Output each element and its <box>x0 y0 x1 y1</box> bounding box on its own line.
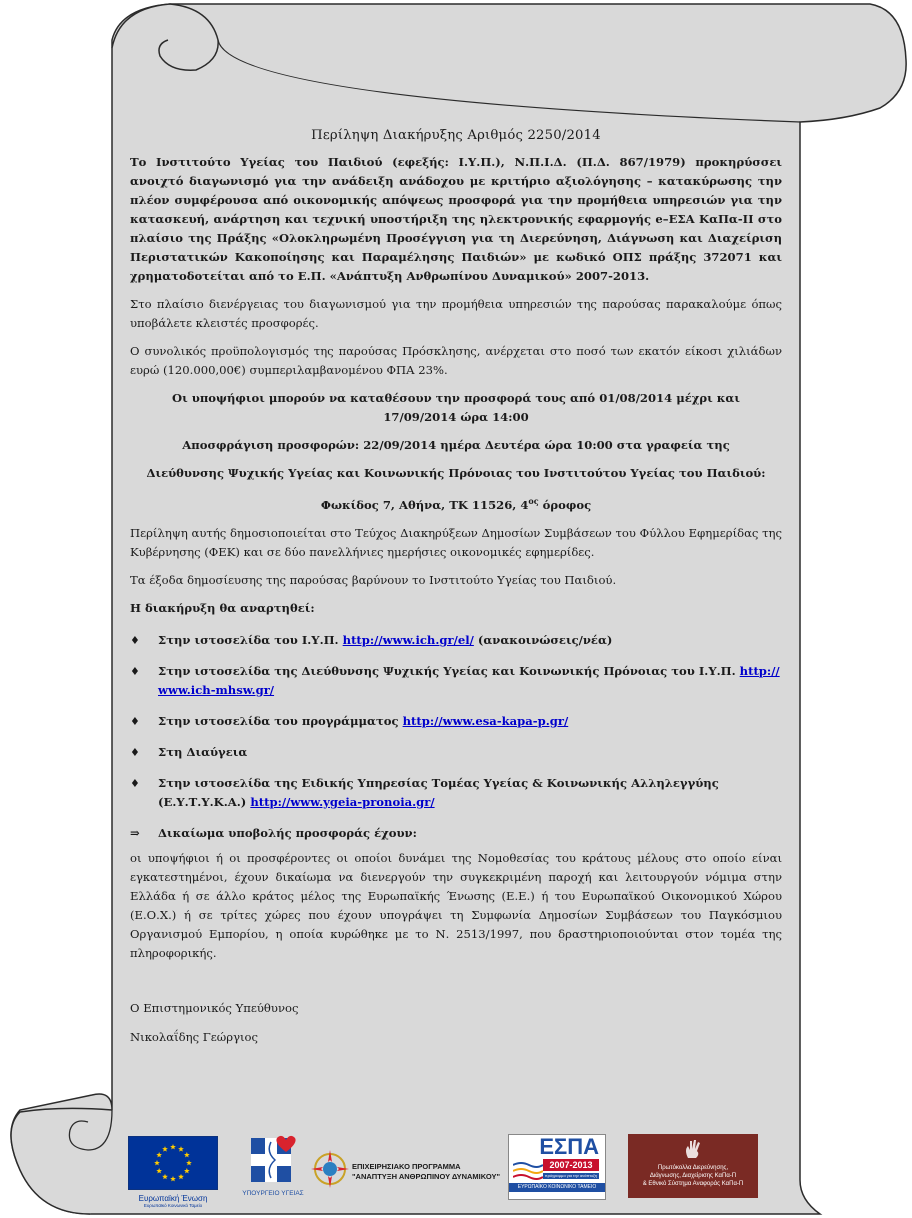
posting-list-item <box>130 712 782 731</box>
eu-flag-icon <box>128 1136 218 1190</box>
deadline-line-1: Οι υποψήφιοι μπορούν να καταθέσουν την προσφορά τους από 01/08/2014 μέχρι και <box>172 391 740 405</box>
rights-heading-row <box>130 824 782 843</box>
posting-list-item <box>130 631 782 650</box>
posting-link[interactable]: http://www.esa-kapa-p.gr/ <box>402 713 569 728</box>
arrow-icon: ⇒ <box>130 825 140 840</box>
diamond-bullet-icon: ♦ <box>130 745 140 759</box>
funding-logos <box>128 1132 760 1208</box>
diamond-bullet-icon: ♦ <box>130 714 140 728</box>
posting-list-label: Στην ιστοσελίδα της Διεύθυνσης Ψυχικής Υγείας και Κοινωνικής Πρόνοιας του Ι.Υ.Π. <box>158 663 740 678</box>
signer-role: Ο Επιστημονικός Υπεύθυνος <box>130 1000 299 1015</box>
posting-list-label: Στη Διαύγεια <box>158 744 248 759</box>
posting-list-suffix: (ανακοινώσεις/νέα) <box>473 632 613 647</box>
offers-paragraph: Στο πλαίσιο διενέργειας του διαγωνισμού για την προμήθεια υπηρεσιών της παρούσας παρακαλούμε όπως υποβάλετε κλειστές προσφορές. <box>130 297 782 330</box>
protocol-logo <box>628 1134 758 1198</box>
budget-paragraph: Ο συνολικός προϋπολογισμός της παρούσας Πρόσκλησης, ανέρχεται στο ποσό των εκατόν είκοσι χιλιάδων ευρώ (120.000,00€) συμπεριλαμβανομένου ΦΠΑ 23%. <box>130 344 782 377</box>
protocol-line-2: Διάγνωσης, Διαχείρισης ΚαΠα-Π <box>649 1173 737 1179</box>
costs-paragraph: Τα έξοδα δημοσίευσης της παρούσας βαρύνουν το Ινστιτούτο Υγείας του Παιδιού. <box>130 572 617 587</box>
espa-title: ΕΣΠΑ <box>539 1134 599 1159</box>
address-line <box>130 492 782 515</box>
rights-paragraph: οι υποψήφιοι ή οι προσφέροντες οι οποίοι δυνάμει της Νομοθεσίας του κράτους μέλους στο οποίο είναι εγκατεστημένοι, έχουν δικαίωμα να διενεργούν την συγκεκριμένη παροχή και λειτουργούν νόμιμα στην Ελλάδα ή σε άλλο κράτος μέλος της Ευρωπαϊκής Ένωσης (Ε.Ε.) ή του Ευρωπαϊκού Οικονομικού Χώρου (Ε.Ο.Χ.) ή σε τρίτες χώρες που έχουν υπογράψει τη Συμφωνία Δημοσίων Συμβάσεων του Παγκόσμιου Οργανισμού Εμπορίου, η οποία κυρώθηκε με το Ν. 2513/1997, που δραστηριοποιούνται στον τομέα της πληροφορικής. <box>130 850 782 960</box>
posting-list-text <box>158 774 782 812</box>
signer-name: Νικολαΐδης Γεώργιος <box>130 1029 259 1044</box>
protocol-line-3: & Εθνικό Σύστημα Αναφοράς ΚαΠα-Π <box>642 1181 744 1187</box>
op-line-2: "ΑΝΑΠΤΥΞΗ ΑΝΘΡΩΠΙΝΟΥ ΔΥΝΑΜΙΚΟΥ" <box>352 1172 501 1181</box>
posting-list-text <box>158 631 782 650</box>
directorate-line: Διεύθυνσης Ψυχικής Υγείας και Κοινωνικής Πρόνοιας του Ινστιτούτου Υγείας του Παιδιού: <box>146 466 766 480</box>
diamond-bullet-icon: ♦ <box>130 633 140 647</box>
eu-logo <box>128 1136 218 1208</box>
posting-list-label: Στην ιστοσελίδα της Ειδικής Υπηρεσίας Τομέας Υγείας & Κοινωνικής Αλληλεγγύης (Ε.Υ.Τ.Υ.Κ.Α.) <box>158 775 719 809</box>
deadline-block <box>130 389 782 427</box>
posting-list-text <box>158 712 782 731</box>
announcement-body <box>130 126 782 1053</box>
eu-sublabel: Ευρωπαϊκό Κοινωνικό Ταμείο <box>143 1203 203 1208</box>
ministry-cross-icon <box>242 1134 304 1186</box>
espa-logo <box>508 1134 606 1200</box>
intro-paragraph: Το Ινστιτούτο Υγείας του Παιδιού (εφεξής: Ι.Υ.Π.), Ν.Π.Ι.Δ. (Π.Δ. 867/1979) προκηρύσσει ανοιχτό διαγωνισμό για την ανάδειξη ανάδοχου με κριτήριο αξιολόγησης – κατακύρωσης την πλέον συμφέρουσα από οικονομικής απόψεως προσφορά για την προμήθεια υπηρεσιών για την κατασκευή, ανάρτηση και τεχνική υποστήριξη της ηλεκτρονικής εφαρμογής e–ΕΣΑ ΚαΠα-ΙΙ στο πλαίσιο της Πράξης «Ολοκληρωμένη Προσέγγιση για τη Διερεύνηση, Διάγνωση και Διαχείριση Περιστατικών Κακοποίησης και Παραμέλησης Παιδιών» με κωδικό ΟΠΣ πράξης 372071 και χρηματοδοτείται από το Ε.Π. «Ανάπτυξη Ανθρωπίνου Δυναμικού» 2007-2013. <box>130 155 782 283</box>
espa-fund: ΕΥΡΩΠΑΪΚΟ ΚΟΙΝΩΝΙΚΟ ΤΑΜΕΙΟ <box>509 1183 605 1192</box>
posting-link[interactable]: http://www.ich.gr/el/ <box>342 632 474 647</box>
posting-list-item <box>130 743 782 762</box>
address-main: Φωκίδος 7, Αθήνα, ΤΚ 11526, 4 <box>320 497 529 512</box>
eu-label: Ευρωπαϊκή Ένωση <box>138 1194 208 1203</box>
opening-line: Αποσφράγιση προσφορών: 22/09/2014 ημέρα Δευτέρα ώρα 10:00 στα γραφεία της <box>182 438 730 452</box>
posting-list-text <box>158 743 782 762</box>
rights-heading: Δικαίωμα υποβολής προσφοράς έχουν: <box>158 825 417 840</box>
espa-slogan: πρόγραμμα για την ανάπτυξη <box>544 1173 598 1178</box>
posting-list <box>130 631 782 812</box>
posted-heading: Η διακήρυξη θα αναρτηθεί: <box>130 600 315 615</box>
posting-list-item <box>130 774 782 812</box>
op-line-1: ΕΠΙΧΕΙΡΗΣΙΑΚΟ ΠΡΟΓΡΑΜΜΑ <box>352 1162 461 1171</box>
ministry-logo <box>242 1134 304 1202</box>
diamond-bullet-icon: ♦ <box>130 664 140 678</box>
document-title: Περίληψη Διακήρυξης Αριθμός 2250/2014 <box>311 128 601 143</box>
posting-list-label: Στην ιστοσελίδα του Ι.Υ.Π. <box>158 632 343 647</box>
diamond-bullet-icon: ♦ <box>130 776 140 790</box>
posting-link[interactable]: http://www.ygeia-pronoia.gr/ <box>250 794 435 809</box>
publish-paragraph: Περίληψη αυτής δημοσιοποιείται στο Τεύχος Διακηρύξεων Δημοσίων Συμβάσεων του Φύλλου Εφημερίδας της Κυβέρνησης (ΦΕΚ) και σε δύο πανελλήνιες ημερήσιες οικονομικές εφημερίδες. <box>130 525 782 559</box>
posting-list-item <box>130 662 782 700</box>
protocol-line-1: Πρωτόκολλα Διερεύνησης, <box>657 1165 729 1171</box>
ministry-label: ΥΠΟΥΡΓΕΙΟ ΥΓΕΙΑΣ <box>242 1190 304 1197</box>
espa-years: 2007-2013 <box>543 1159 599 1171</box>
espa-waves-icon <box>513 1161 543 1181</box>
address-tail: όροφος <box>538 497 592 512</box>
hand-icon <box>682 1138 704 1160</box>
posting-list-text <box>158 662 782 700</box>
address-sup: ος <box>528 496 539 506</box>
posting-link[interactable]: http:// www.ich-mhsw.gr/ <box>158 663 780 697</box>
op-emblem-icon <box>310 1146 350 1192</box>
posting-list-label: Στην ιστοσελίδα του προγράμματος <box>158 713 403 728</box>
deadline-line-2: 17/09/2014 ώρα 14:00 <box>383 410 529 424</box>
op-logo <box>310 1146 510 1192</box>
